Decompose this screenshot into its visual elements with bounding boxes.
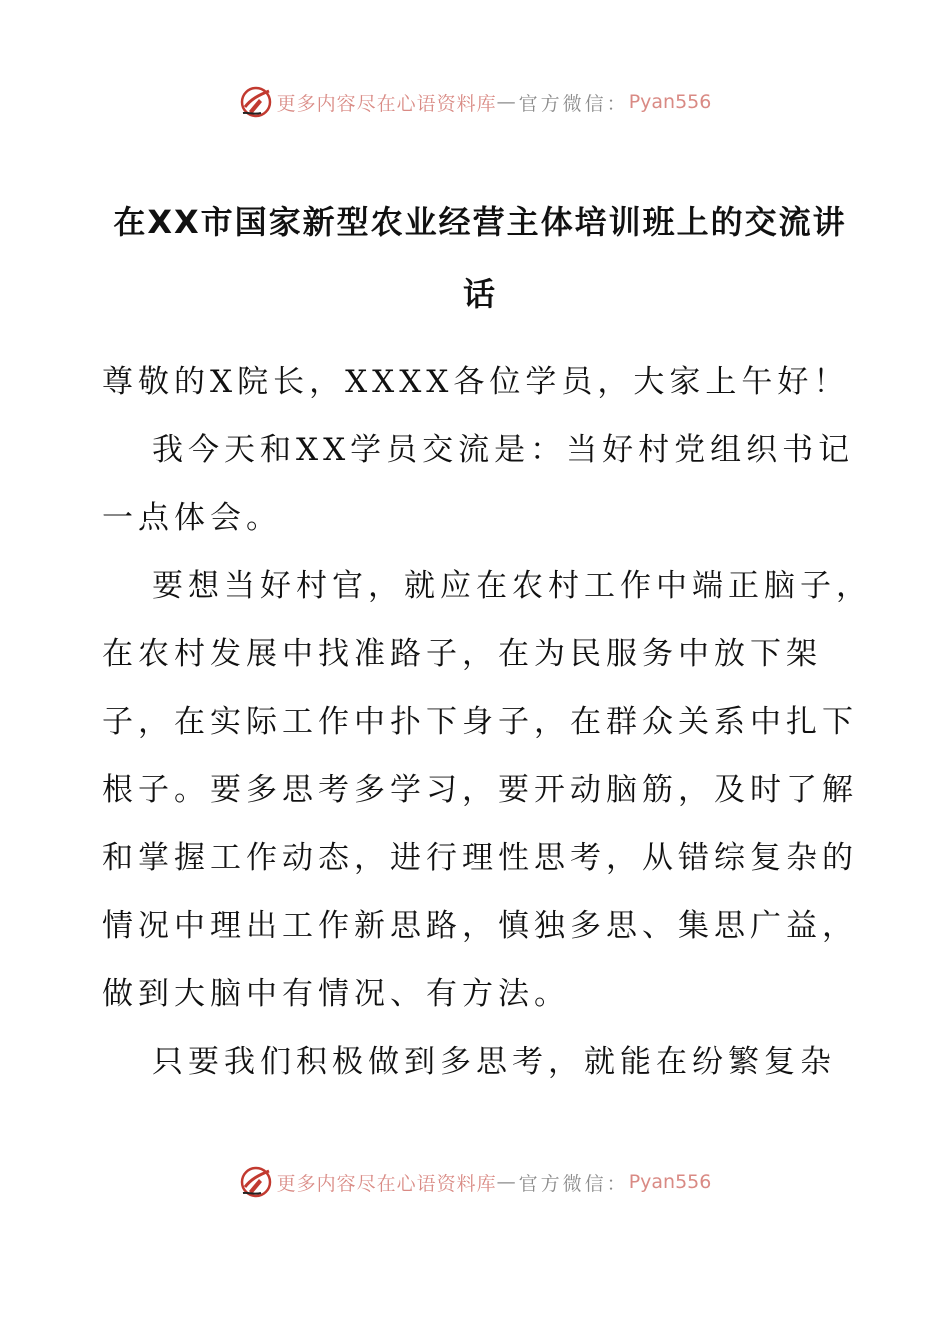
document-body bbox=[102, 348, 872, 1096]
document-title: 在XX市国家新型农业经营主体培训班上的交流讲话 bbox=[113, 203, 847, 313]
paragraph: 要想当好村官，就应在农村工作中端正脑子，在农村发展中找准路子，在为民服务中放下架子，在实际工作中扑下身子，在群众关系中扎下根子。要多思考多学习，要开动脑筋，及时了解和掌握工作动态，进行理性思考，从错综复杂的情况中理出工作新思路，慎独多思、集思广益，做到大脑中有情况、有方法。 bbox=[102, 568, 872, 1012]
greeting: 尊敬的X院长，XXXX各位学员，大家上午好！ bbox=[102, 364, 850, 400]
paragraph: 我今天和XX学员交流是：当好村党组织书记一点体会。 bbox=[102, 432, 855, 536]
wechat-label: 官方微信： bbox=[518, 92, 629, 115]
promo-text: 更多内容尽在心语资料库 bbox=[276, 92, 497, 115]
header-banner bbox=[0, 82, 950, 122]
wechat-id: Pyan556 bbox=[628, 91, 712, 113]
separator: — bbox=[496, 91, 519, 113]
separator: — bbox=[496, 1171, 519, 1193]
pen-logo-icon bbox=[239, 85, 273, 119]
promo-text: 更多内容尽在心语资料库 bbox=[276, 1172, 497, 1195]
footer-banner bbox=[0, 1162, 950, 1202]
pen-logo-icon bbox=[239, 1165, 273, 1199]
paragraph: 只要我们积极做到多思考，就能在纷繁复杂 bbox=[152, 1044, 836, 1080]
wechat-label: 官方微信： bbox=[518, 1172, 629, 1195]
wechat-id: Pyan556 bbox=[628, 1171, 712, 1193]
